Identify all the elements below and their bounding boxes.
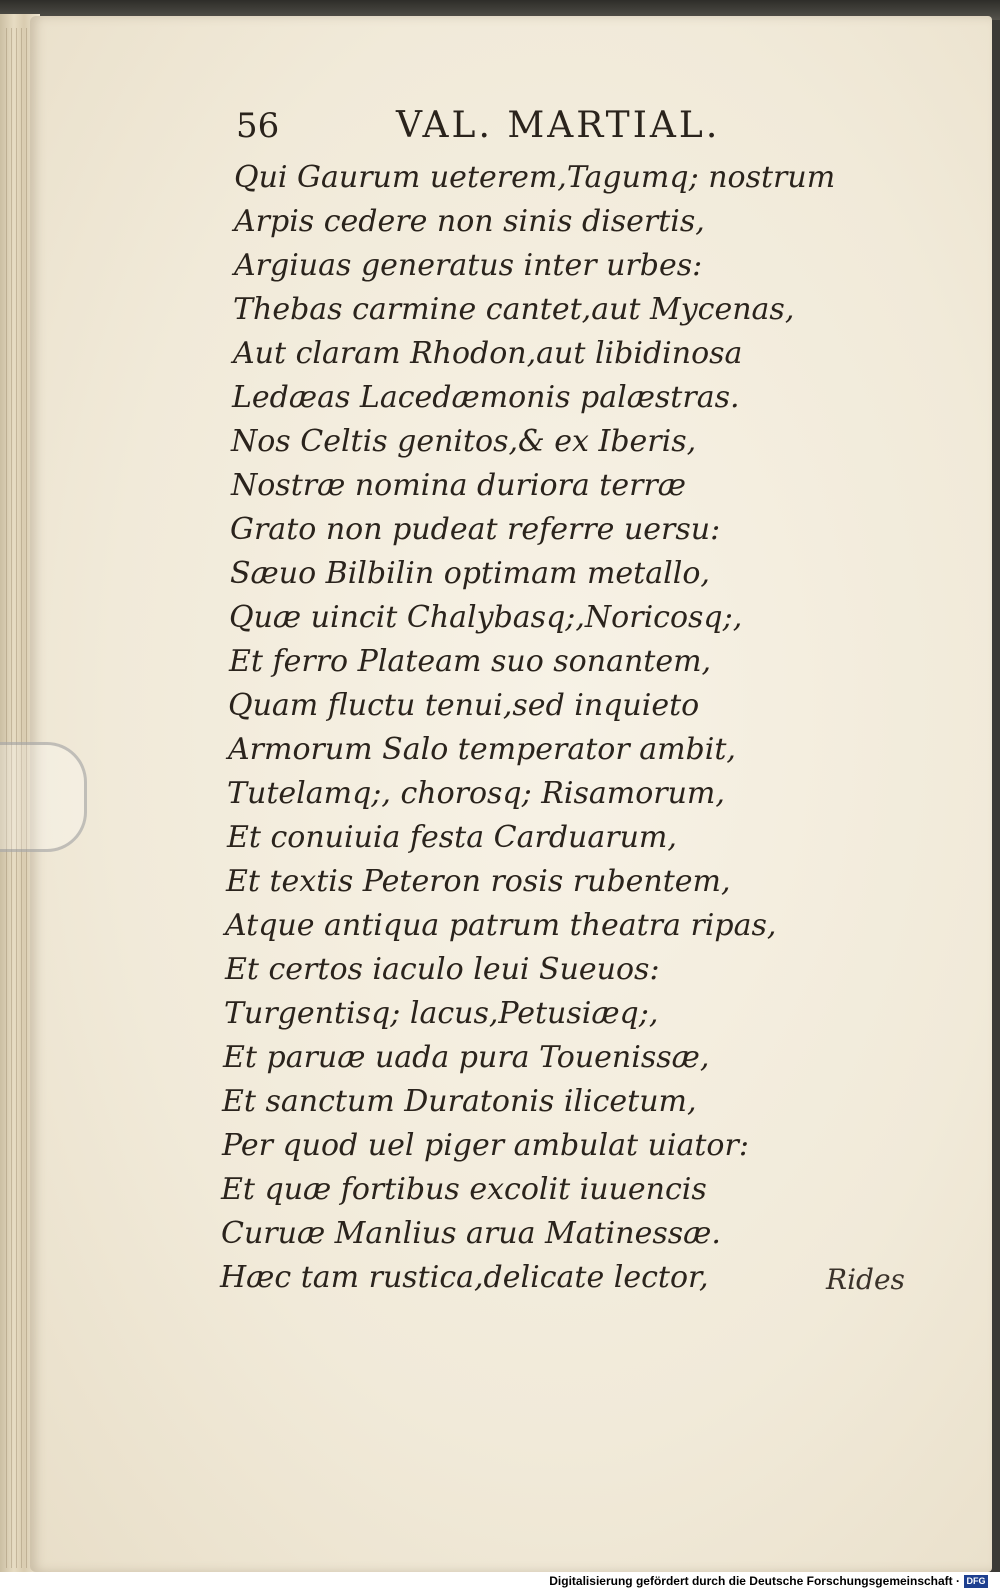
- verse-line: Et sanctum Duratonis ilicetum,: [222, 1084, 697, 1119]
- verse-line: Quæ uincit Chalybasq;,Noricosq;,: [229, 600, 743, 635]
- verse-line: Quam fluctu tenui,sed inquieto: [228, 688, 700, 723]
- verse-line: Et ferro Plateam suo sonantem,: [229, 644, 712, 679]
- page-clip: [0, 742, 87, 852]
- verse-line: Atque antiqua patrum theatra ripas,: [225, 908, 777, 943]
- digitization-footer: [0, 1572, 1000, 1591]
- verse-line: Et quæ fortibus excolit iuuencis: [221, 1172, 707, 1207]
- catchword: Rides: [826, 1263, 905, 1296]
- verse-line: Per quod uel piger ambulat uiator:: [222, 1128, 749, 1163]
- verse-line: Hæc tam rustica,delicate lector,: [220, 1260, 709, 1295]
- running-head: VAL. MARTIAL.: [396, 105, 721, 146]
- verse-line: Sæuo Bilbilin optimam metallo,: [230, 556, 710, 591]
- verse-line: Argiuas generatus inter urbes:: [234, 248, 703, 283]
- verse-line: Et textis Peteron rosis rubentem,: [226, 864, 731, 899]
- dfg-logo-icon: DFG: [964, 1575, 988, 1588]
- verse-line: Et certos iaculo leui Sueuos:: [225, 952, 660, 987]
- verse-line: Aut claram Rhodon,aut libidinosa: [233, 336, 743, 371]
- verse-line: Qui Gaurum ueterem,Tagumq; nostrum: [234, 160, 836, 195]
- verse-line: Nos Celtis genitos,& ex Iberis,: [231, 424, 697, 459]
- verse-line: Et paruæ uada pura Touenissæ,: [223, 1040, 710, 1075]
- page-number: 56: [236, 106, 280, 146]
- verse-line: Ledæas Lacedæmonis palæstras.: [232, 380, 740, 415]
- verse-line: Turgentisq; lacus,Petusiæq;,: [224, 996, 659, 1031]
- verse-line: Grato non pudeat referre uersu:: [230, 512, 721, 547]
- verse-line: Et conuiuia festa Carduarum,: [227, 820, 677, 855]
- page-header: [236, 102, 756, 150]
- verse-line: Tutelamq;, chorosq; Risamorum,: [227, 776, 725, 811]
- funding-credit: Digitalisierung gefördert durch die Deutsche Forschungsgemeinschaft ·: [549, 1574, 960, 1588]
- verse-line: Nostræ nomina duriora terræ: [231, 468, 686, 503]
- verse-line: Armorum Salo temperator ambit,: [228, 732, 736, 767]
- verse-line: Thebas carmine cantet,aut Mycenas,: [233, 292, 795, 327]
- verse-line: Arpis cedere non sinis disertis,: [234, 204, 705, 239]
- verse-line: Curuæ Manlius arua Matinessæ.: [221, 1216, 721, 1251]
